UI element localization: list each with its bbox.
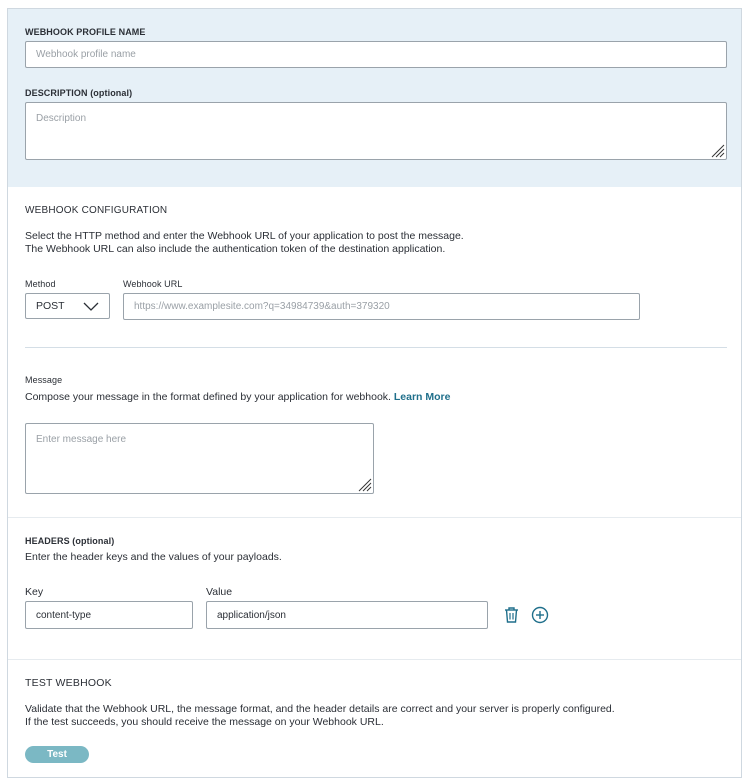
webhook-url-label: Webhook URL xyxy=(123,279,183,289)
message-intro xyxy=(25,390,450,404)
description-label: DESCRIPTION (optional) xyxy=(25,88,133,98)
header-key-input[interactable] xyxy=(25,601,193,629)
message-intro-text: Compose your message in the format defined by your application for webhook. xyxy=(25,391,391,403)
description-input[interactable] xyxy=(25,102,727,160)
description-wrapper xyxy=(25,102,727,160)
learn-more-link[interactable]: Learn More xyxy=(393,391,451,403)
method-select[interactable] xyxy=(25,293,110,319)
test-button[interactable]: Test xyxy=(25,746,89,763)
webhook-form xyxy=(7,8,742,778)
section-divider xyxy=(25,347,727,348)
headers-title: HEADERS (optional) xyxy=(25,536,115,546)
message-label: Message xyxy=(25,375,63,385)
method-label: Method xyxy=(25,279,56,289)
config-intro-line2: The Webhook URL can also include the authentication token of the destination application. xyxy=(25,243,446,255)
method-value: POST xyxy=(36,300,65,312)
webhook-url-input[interactable] xyxy=(123,293,640,320)
profile-name-label: WEBHOOK PROFILE NAME xyxy=(25,27,146,37)
profile-name-input[interactable] xyxy=(25,41,727,68)
message-input[interactable] xyxy=(25,423,374,494)
section-divider xyxy=(8,517,741,518)
chevron-down-icon xyxy=(83,300,99,312)
message-wrapper xyxy=(25,423,374,494)
header-value-input[interactable] xyxy=(206,601,488,629)
test-title: TEST WEBHOOK xyxy=(25,677,112,689)
config-intro-line1: Select the HTTP method and enter the Webhook URL of your application to post the message. xyxy=(25,230,464,242)
profile-section xyxy=(8,9,741,187)
section-divider xyxy=(8,659,741,660)
trash-icon[interactable] xyxy=(503,606,520,624)
key-column-label: Key xyxy=(25,586,44,598)
test-line2: If the test succeeds, you should receive the message on your Webhook URL. xyxy=(25,716,384,728)
headers-intro: Enter the header keys and the values of your payloads. xyxy=(25,551,282,563)
plus-circle-icon[interactable] xyxy=(531,606,549,624)
config-title: WEBHOOK CONFIGURATION xyxy=(25,205,168,216)
value-column-label: Value xyxy=(206,586,233,598)
test-line1: Validate that the Webhook URL, the message format, and the header details are correct and your server is properly configured. xyxy=(25,703,615,715)
